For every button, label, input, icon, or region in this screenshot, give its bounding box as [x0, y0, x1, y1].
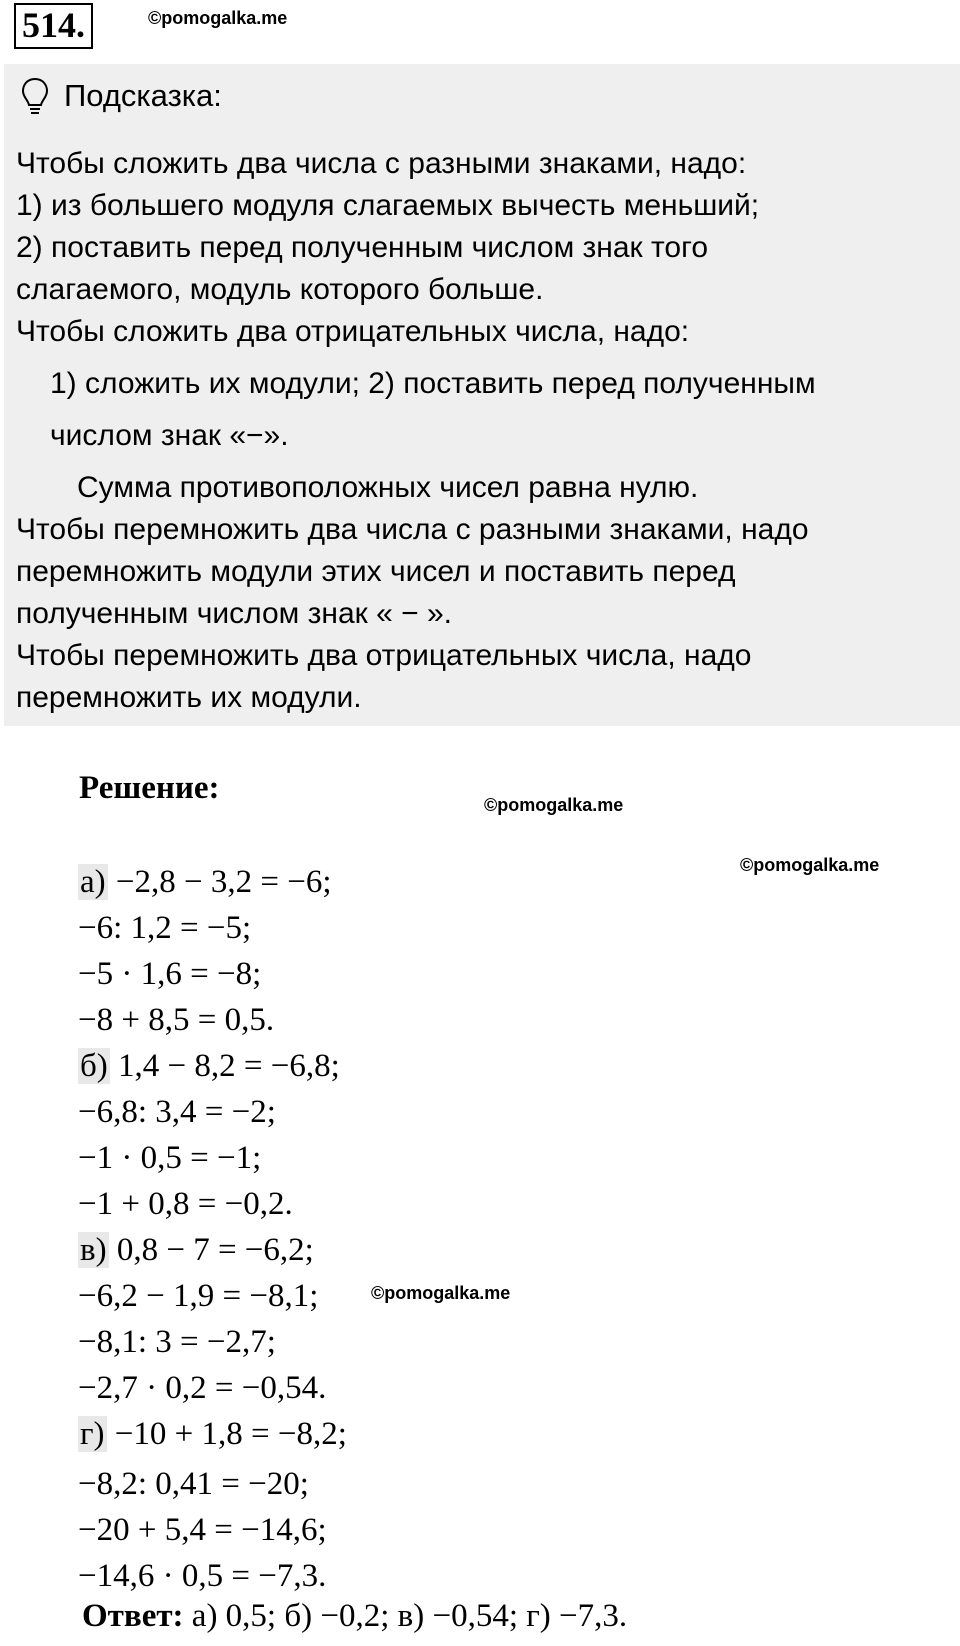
exercise-number: 514.	[14, 3, 93, 49]
solution-line	[78, 1092, 276, 1132]
solution-line	[78, 908, 251, 948]
part-label: а)	[80, 864, 106, 900]
watermark: ©pomogalka.me	[484, 795, 624, 815]
equation: −20 + 5,4 = −14,6;	[78, 1512, 327, 1548]
solution-title: Решение:	[79, 770, 220, 806]
answer-line	[82, 1596, 627, 1636]
equation: −6: 1,2 = −5;	[78, 910, 252, 946]
equation: −8,2: 0,41 = −20;	[78, 1466, 309, 1502]
part-label: в)	[80, 1232, 107, 1268]
solution-line	[78, 1414, 347, 1454]
equation: −2,8 − 3,2 = −6;	[107, 864, 332, 900]
equation: −6,8: 3,4 = −2;	[78, 1094, 276, 1130]
equation: 1,4 − 8,2 = −6,8;	[109, 1048, 340, 1084]
answer-text: а) 0,5; б) −0,2; в) −0,54; г) −7,3.	[183, 1598, 628, 1634]
solution-line	[78, 1510, 327, 1550]
equation: −1 · 0,5 = −1;	[78, 1140, 262, 1176]
hint-line: Чтобы сложить два отрицательных числа, надо:	[16, 315, 690, 348]
solution-line	[78, 1138, 261, 1178]
answer-label: Ответ:	[82, 1598, 184, 1634]
equation: −2,7 · 0,2 = −0,54.	[78, 1370, 327, 1406]
hint-line: перемножить модули этих чисел и поставить перед	[16, 555, 736, 588]
equation: −10 + 1,8 = −8,2;	[106, 1416, 347, 1452]
watermark-top: ©pomogalka.me	[148, 8, 288, 28]
equation: −5 · 1,6 = −8;	[78, 956, 262, 992]
solution-line	[78, 1276, 318, 1316]
equation: −1 + 0,8 = −0,2.	[78, 1186, 293, 1222]
equation: −8 + 8,5 = 0,5.	[78, 1002, 275, 1038]
equation: −6,2 − 1,9 = −8,1;	[78, 1278, 319, 1314]
hint-line: Чтобы сложить два числа с разными знаками, надо:	[16, 147, 747, 180]
solution-line	[78, 954, 261, 994]
hint-line: Чтобы перемножить два числа с разными знаками, надо	[16, 513, 809, 546]
solution-line	[78, 1322, 276, 1362]
hint-line: перемножить их модули.	[16, 681, 362, 714]
equation: −14,6 · 0,5 = −7,3.	[78, 1558, 327, 1594]
hint-title-row	[20, 74, 222, 118]
hint-line: слагаемого, модуль которого больше.	[16, 273, 544, 306]
hint-line: 1) сложить их модули; 2) поставить перед полученным	[50, 367, 816, 400]
hint-line: полученным числом знак « − ».	[16, 597, 452, 630]
solution-line	[78, 1368, 326, 1408]
hint-title: Подсказка:	[64, 78, 222, 113]
part-label: б)	[80, 1048, 108, 1084]
solution-line	[78, 1046, 340, 1086]
hint-line: Чтобы перемножить два отрицательных числа, надо	[16, 639, 752, 672]
hint-line: Сумма противоположных чисел равна нулю.	[77, 471, 699, 504]
watermark: ©pomogalka.me	[371, 1283, 511, 1303]
equation: −8,1: 3 = −2,7;	[78, 1324, 276, 1360]
solution-line	[78, 1184, 293, 1224]
solution-line	[78, 1556, 326, 1596]
hint-line: 2) поставить перед полученным числом знак того	[16, 231, 709, 264]
part-label: г)	[80, 1416, 105, 1452]
solution-line	[78, 862, 332, 902]
equation: 0,8 − 7 = −6,2;	[108, 1232, 314, 1268]
solution-line	[78, 1464, 309, 1504]
hint-line: 1) из большего модуля слагаемых вычесть меньший;	[16, 189, 760, 222]
lightbulb-icon	[20, 76, 50, 116]
solution-line	[78, 1230, 314, 1270]
solution-line	[78, 1000, 274, 1040]
watermark: ©pomogalka.me	[740, 855, 880, 875]
hint-line: числом знак «−».	[50, 419, 289, 452]
